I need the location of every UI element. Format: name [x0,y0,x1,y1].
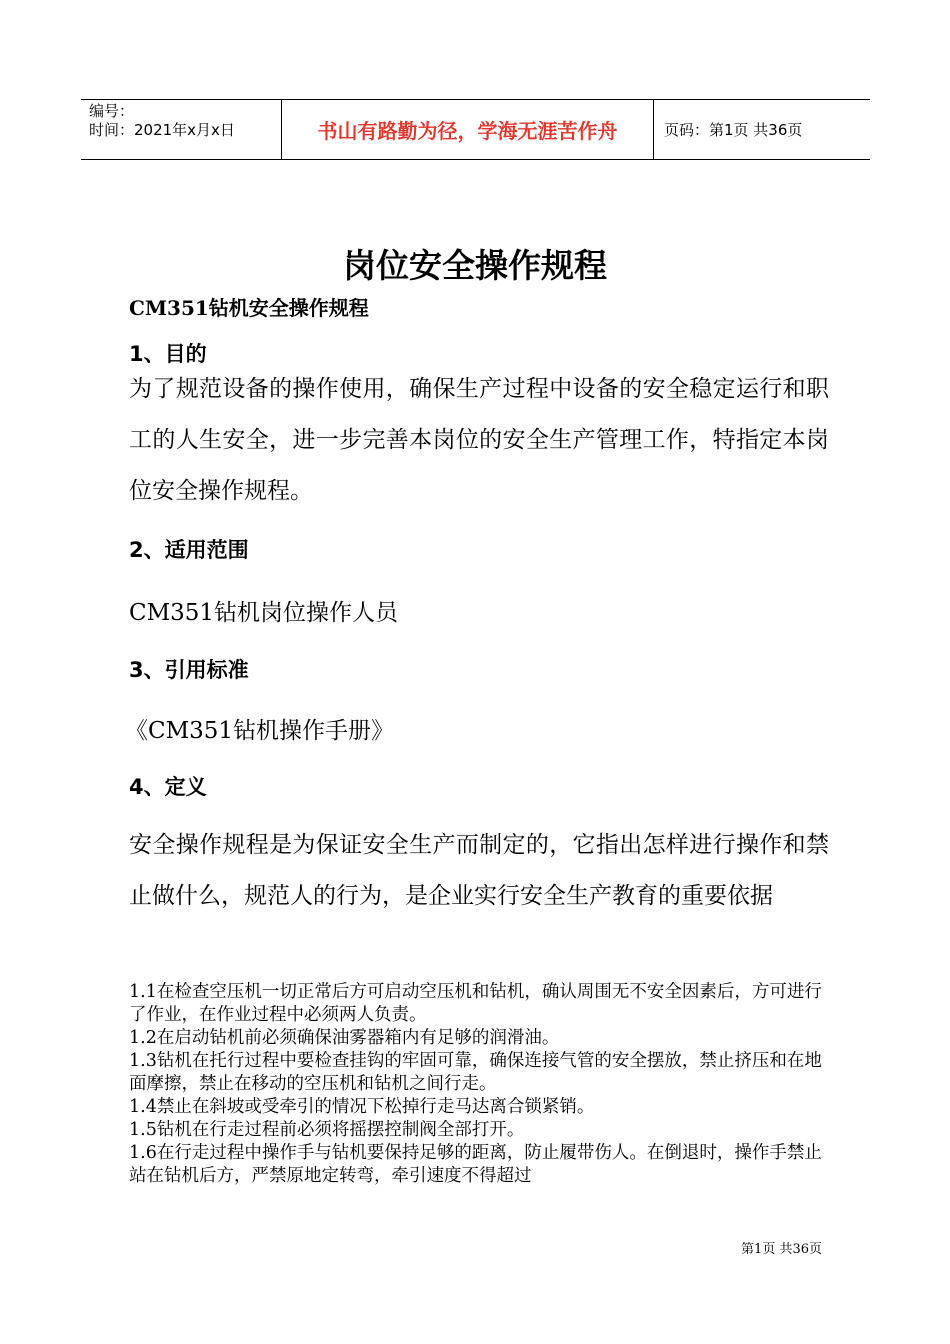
time-label: 时间：2021年x月x日 [89,121,235,139]
header-motto: 书山有路勤为径，学海无涯苦作舟 [282,100,654,159]
section-body-reference: 《CM351钻机操作手册》 [125,718,395,744]
document-title: 岗位安全操作规程 [343,246,607,285]
rule-item: 1.5钻机在行走过程前必须将摇摆控制阀全部打开。 [129,1120,525,1140]
header-meta [81,100,282,159]
rule-item: 1.4禁止在斜坡或受牵引的情况下松掉行走马达离合锁紧销。 [129,1097,595,1117]
header-table [81,99,870,160]
rule-item: 1.2在启动钻机前必须确保油雾器箱内有足够的润滑油。 [129,1028,560,1048]
document-subtitle: CM351钻机安全操作规程 [129,296,369,320]
rule-item: 1.6在行走过程中操作手与钻机要保持足够的距离，防止履带伤人。在倒退时，操作手禁止站在钻机后方，严禁原地定转弯，牵引速度不得超过 [129,1143,822,1186]
header-page-label: 页码：第1页 共36页 [664,121,803,139]
section-body-purpose: 为了规范设备的操作使用，确保生产过程中设备的安全稳定运行和职工的人生安全，进一步完善本岗位的安全生产管理工作，特指定本岗位安全操作规程。 [129,376,829,504]
section-heading-reference: 3、引用标准 [129,658,249,682]
section-heading-scope: 2、适用范围 [129,538,249,562]
section-body-scope: CM351钻机岗位操作人员 [129,600,399,626]
section-heading-purpose: 1、目的 [129,342,207,366]
number-label: 编号： [89,102,135,120]
rule-item: 1.3钻机在托行过程中要检查挂钩的牢固可靠，确保连接气管的安全摆放，禁止挤压和在地面摩擦，禁止在移动的空压机和钻机之间行走。 [129,1051,822,1094]
page-footer: 第1页 共36页 [741,1242,822,1257]
section-body-definition: 安全操作规程是为保证安全生产而制定的，它指出怎样进行操作和禁止做什么，规范人的行为，是企业实行安全生产教育的重要依据 [129,832,829,909]
rule-item: 1.1在检查空压机一切正常后方可启动空压机和钻机，确认周围无不安全因素后，方可进行了作业，在作业过程中必须两人负责。 [129,982,822,1025]
section-heading-definition: 4、定义 [129,775,207,799]
